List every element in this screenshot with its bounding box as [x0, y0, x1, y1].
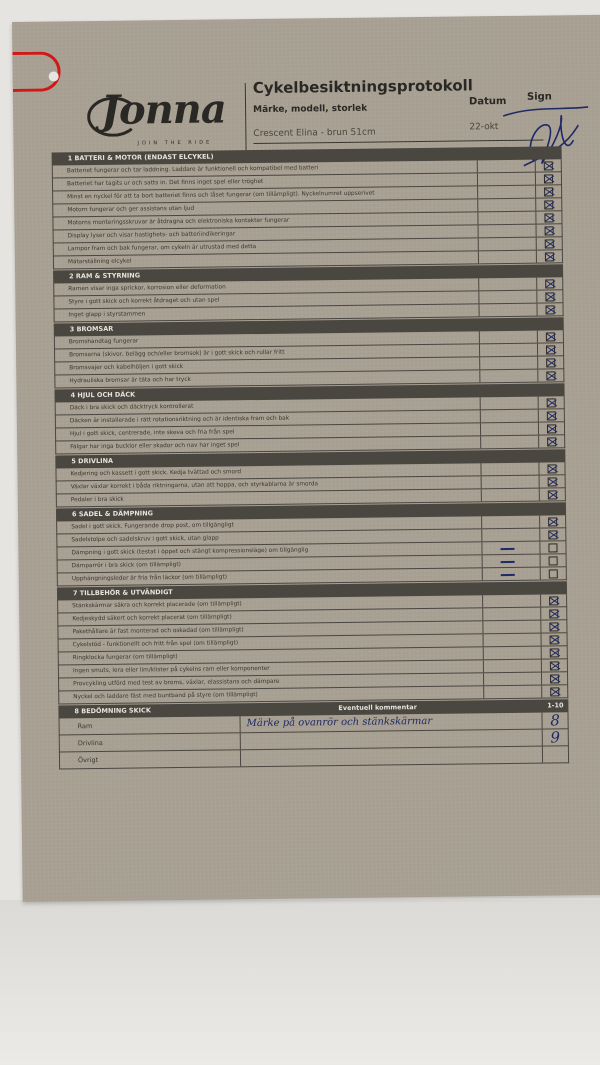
note-cell[interactable] [477, 160, 535, 173]
background-surface [0, 900, 600, 1065]
checkbox[interactable] [544, 200, 553, 209]
section-header: 4 HJUL OCH DÄCK [54, 383, 564, 402]
checkbox[interactable] [550, 674, 559, 683]
checkbox[interactable] [546, 358, 555, 367]
checklist-item-text: Inget glapp i styrstammen [68, 311, 146, 319]
checkbox[interactable] [549, 569, 558, 578]
note-cell[interactable] [483, 634, 541, 647]
rating-label: Övrigt [77, 756, 99, 765]
checklist-item-text: Provcykling utförd med test av broms, växlar, elassistans och dämpare [73, 678, 280, 688]
checklist-item-text: Upphängningsleder är fria från läckor (om tillämpligt) [71, 574, 228, 583]
note-cell[interactable] [480, 410, 538, 423]
note-cell[interactable] [482, 595, 540, 608]
checklist-item-text: Bromsvajer och kabelhöljen i gott skick [69, 363, 184, 372]
check-cell [540, 620, 566, 632]
note-cell[interactable] [482, 555, 540, 568]
checklist-item-text: Växlar växlar korrekt i båda riktningarna, utan att hoppa, och styrkablarna är smorda [70, 481, 319, 491]
checklist-item-text: Minst en nyckel för att ta bort batteriet finns och låset fungerar (om tillämpligt). Nyckelnumret uppserivet [67, 190, 375, 201]
checkbox[interactable] [545, 292, 554, 301]
check-cell [536, 224, 562, 236]
checkbox[interactable] [547, 411, 556, 420]
note-cell[interactable] [480, 463, 538, 476]
checklist-item-text: Sadelstolpe och sadelskruv i gott skick, utan glapp [71, 535, 219, 544]
check-cell [537, 330, 563, 342]
check-cell [541, 646, 567, 658]
rating-label: Ram [77, 722, 93, 731]
logo-tagline: JOIN THE RIDE [137, 139, 213, 147]
note-cell[interactable] [478, 225, 536, 238]
checklist-item-text: Bromsarna (skivor, belägg och/eller bromsok) är i gott skick och rullar fritt [69, 349, 285, 359]
note-cell[interactable] [479, 357, 537, 370]
checklist-item-text: Batteriet har tagits ur och satts in. Det finns inget spel eller tröghet [66, 178, 264, 188]
check-cell [536, 290, 562, 302]
check-cell [540, 594, 566, 606]
check-cell [541, 685, 567, 697]
note-cell[interactable] [482, 608, 540, 621]
rating-label: Drivlina [77, 738, 103, 748]
check-cell [537, 356, 563, 368]
checklist-item-text: Nyckel och laddare fäst med buntband på styre (om tillämpligt) [73, 692, 258, 701]
section-header: 6 SADEL & DÄMPNING [56, 502, 566, 521]
note-cell[interactable] [478, 251, 536, 264]
note-cell[interactable] [477, 186, 535, 199]
check-cell [536, 250, 562, 262]
checkbox[interactable] [544, 174, 553, 183]
checklist-item-text: Ingen smuts, lera eller lim/klister på cykelns ram eller komponenter [72, 665, 270, 675]
check-cell [538, 422, 564, 434]
checkbox[interactable] [548, 490, 557, 499]
checklist-item-text: Hydrauliska bromsar är täta och har tryck [69, 376, 191, 385]
note-cell[interactable] [477, 199, 535, 212]
check-cell [540, 607, 566, 619]
rating-score-field[interactable]: 9 [542, 729, 568, 745]
checkbox[interactable] [547, 424, 556, 433]
check-cell [535, 159, 561, 171]
rating-comment-field[interactable] [240, 747, 542, 767]
checkbox[interactable] [550, 648, 559, 657]
section-header: 1 BATTERI & MOTOR (ENDAST ELCYKEL) [52, 146, 562, 165]
check-cell [540, 567, 566, 579]
note-cell[interactable] [481, 529, 539, 542]
not-applicable-dash [501, 561, 515, 563]
checkbox[interactable] [545, 239, 554, 248]
sign-label: Sign [526, 91, 552, 103]
datum-label: Datum [468, 95, 507, 108]
note-cell[interactable] [478, 291, 536, 304]
check-cell [536, 277, 562, 289]
note-cell[interactable] [480, 436, 538, 449]
note-cell[interactable] [481, 489, 539, 502]
check-cell [539, 528, 565, 540]
note-cell[interactable] [483, 647, 541, 660]
comment-label: Eventuell kommentar [338, 703, 417, 713]
checklist-item-text: Dämpning i gott skick (testat i öppet och stängt kompressionsläge) om tillgänglig [71, 547, 309, 557]
check-cell [538, 396, 564, 408]
section-header: 5 DRIVLINA [55, 449, 565, 468]
checkbox[interactable] [548, 530, 557, 539]
header-divider [245, 83, 247, 151]
checkbox[interactable] [550, 635, 559, 644]
rating-comment-field[interactable]: Märke på ovanrör och stänkskärmar [239, 713, 541, 733]
check-cell [536, 237, 562, 249]
checklist-item-text: Motorns monteringsskruvar är åtdragna och elektroniska kontakter fungerar [67, 217, 290, 227]
checklist-item-text: Batteriet fungerar och tar laddning. Laddare är funktionell och kompatibel med batteri [66, 165, 319, 175]
check-cell [539, 475, 565, 487]
checkbox[interactable] [544, 187, 553, 196]
note-cell[interactable] [477, 173, 535, 186]
check-cell [537, 343, 563, 355]
check-cell [538, 409, 564, 421]
bike-model-field[interactable]: Crescent Elina - brun 51cm [253, 127, 376, 140]
note-cell[interactable] [478, 278, 536, 291]
checklist-item-text: Ramen visar inga sprickor, korrosion eller deformation [68, 284, 226, 293]
checkbox[interactable] [545, 252, 554, 261]
section-header: 7 TILLBEHÖR & UTVÄNDIGT [57, 581, 567, 600]
note-cell[interactable] [478, 238, 536, 251]
checklist-item-text: Motorn fungerar och ger assistans utan ljud [67, 205, 195, 214]
rating-score-field[interactable]: 8 [541, 712, 567, 728]
checkbox[interactable] [549, 622, 558, 631]
checkbox[interactable] [545, 279, 554, 288]
section-header: 3 BROMSAR [54, 317, 564, 336]
checkbox[interactable] [546, 371, 555, 380]
checkbox[interactable] [547, 464, 556, 473]
checkbox[interactable] [547, 398, 556, 407]
note-cell[interactable] [480, 397, 538, 410]
check-cell [535, 211, 561, 223]
form-title: Cykelbesiktningsprotokoll [252, 76, 473, 98]
checkbox[interactable] [550, 661, 559, 670]
check-cell [539, 541, 565, 553]
checklist-item-text: Dämparrör i bra skick (om tillämpligt) [71, 561, 181, 570]
form-subtitle: Märke, modell, storlek [253, 103, 368, 116]
brand-logo [81, 81, 242, 155]
logo-text: Jonna [100, 85, 227, 134]
checklist-item-text: Pedaler i bra skick [70, 496, 124, 504]
note-cell[interactable] [480, 423, 538, 436]
punch-hole [49, 71, 59, 81]
check-cell [535, 198, 561, 210]
checklist-item-text: Mätarställning elcykel [67, 258, 132, 266]
checkbox[interactable] [548, 477, 557, 486]
checkbox[interactable] [546, 332, 555, 341]
checkbox[interactable] [549, 596, 558, 605]
check-cell [538, 462, 564, 474]
checkbox[interactable] [548, 543, 557, 552]
checklist-item-text: Styre i gott skick och korrekt åtdraget och utan spel [68, 297, 220, 306]
inspection-table [52, 145, 570, 769]
checkbox[interactable] [544, 161, 553, 170]
scale-label: 1-10 [547, 701, 564, 710]
checklist-item-text: Lampor fram och bak fungerar, om cykeln är utrustad med detta [67, 244, 257, 253]
check-cell [535, 185, 561, 197]
check-cell [538, 435, 564, 447]
checklist-item-text: Display lyser och visar hastighets- och batteriindikeringar [67, 231, 236, 240]
checkbox[interactable] [545, 305, 554, 314]
date-field[interactable]: 22-okt [469, 122, 499, 133]
checklist-item-text: Hjul i gott skick, centrerade, inte skeva och fria från spel [70, 429, 235, 438]
checklist-item-text: Kedjering och kassett i gott skick. Kedja tvättad och smord [70, 469, 242, 478]
note-cell[interactable] [483, 686, 541, 699]
checklist-item-text: Cykelstöd - funktionellt och fritt från spel (om tillämpligt) [72, 640, 239, 649]
check-cell [537, 369, 563, 381]
checkbox[interactable] [545, 226, 554, 235]
note-cell[interactable] [482, 568, 540, 581]
check-cell [539, 488, 565, 500]
check-cell [541, 633, 567, 645]
checkbox[interactable] [550, 687, 559, 696]
not-applicable-dash [500, 548, 514, 550]
note-cell[interactable] [481, 542, 539, 555]
note-cell[interactable] [483, 660, 541, 673]
checkbox[interactable] [549, 609, 558, 618]
check-cell [536, 303, 562, 315]
rating-score-field[interactable] [542, 746, 568, 762]
inspection-form-paper [12, 15, 600, 902]
checklist-item-text: Däcken är installerade i rätt rotationsriktning och är identiska fram och bak [69, 415, 290, 425]
note-cell[interactable] [481, 516, 539, 529]
checklist-item-text: Pakethållare är fast monterad och oskadad (om tillämpligt) [72, 627, 244, 636]
checkbox[interactable] [549, 556, 558, 565]
note-cell[interactable] [481, 476, 539, 489]
checklist-item-text: Bromshandtag fungerar [68, 338, 139, 346]
note-cell[interactable] [483, 673, 541, 686]
not-applicable-dash [501, 574, 515, 576]
section-header: 2 RAM & STYRNING [53, 264, 563, 283]
note-cell[interactable] [479, 331, 537, 344]
checklist-item-text: Stänkskärmar säkra och korrekt placerade (om tillämpligt) [72, 601, 242, 610]
checklist-item-text: Däck i bra skick och däcktryck kontrollerat [69, 403, 194, 412]
note-cell[interactable] [479, 370, 537, 383]
checkbox[interactable] [546, 345, 555, 354]
check-cell [541, 672, 567, 684]
checkbox[interactable] [547, 437, 556, 446]
note-cell[interactable] [478, 304, 536, 317]
note-cell[interactable] [477, 212, 535, 225]
checklist-item-text: Ringklocka fungerar (om tillämpligt) [72, 654, 178, 662]
note-cell[interactable] [482, 621, 540, 634]
checkbox[interactable] [548, 517, 557, 526]
rating-title: 8 BEDÖMNING SKICK [74, 706, 151, 716]
check-cell [540, 554, 566, 566]
checklist-item-text: Sadel i gott skick. Fungerande drop post, om tillgängligt [71, 522, 234, 531]
check-cell [539, 515, 565, 527]
check-cell [535, 172, 561, 184]
checklist-item-text: Fälgar har inga bucklor eller skador och nav har inget spel [70, 442, 240, 451]
checkbox[interactable] [544, 213, 553, 222]
checklist-item-text: Kedjeskydd säkert och korrekt placerat (om tillämpligt) [72, 614, 232, 623]
check-cell [541, 659, 567, 671]
note-cell[interactable] [479, 344, 537, 357]
